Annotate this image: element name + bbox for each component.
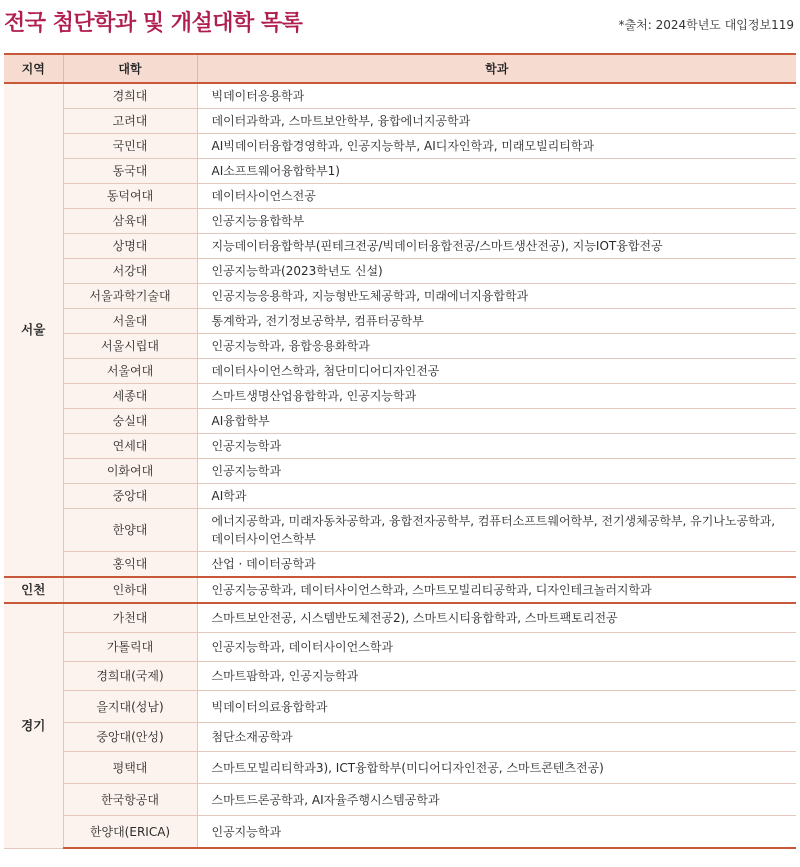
department-cell: 인공지능응용학과, 지능형반도체공학과, 미래에너지융합학과 [197,284,796,309]
university-cell: 동국대 [63,159,197,184]
department-cell: 에너지공학과, 미래자동차공학과, 융합전자공학부, 컴퓨터소프트웨어학부, 전기생체공학부, 유기나노공학과, 데이터사이언스학부 [197,509,796,552]
table-row [4,434,796,459]
department-cell: AI빅데이터융합경영학과, 인공지능학부, AI디자인학과, 미래모빌리티학과 [197,134,796,159]
university-cell: 홍익대 [63,552,197,578]
region-cell: 경기 [4,603,63,848]
department-cell: 인공지능학과, 데이터사이언스학과 [197,633,796,662]
university-cell: 숭실대 [63,409,197,434]
region-cell: 서울 [4,83,63,577]
department-cell: AI소프트웨어융합학부1) [197,159,796,184]
table-row [4,723,796,752]
department-cell: 스마트생명산업융합학과, 인공지능학과 [197,384,796,409]
university-cell: 서울시립대 [63,334,197,359]
department-cell: 인공지능학과 [197,459,796,484]
table-row [4,359,796,384]
university-cell: 상명대 [63,234,197,259]
department-cell: 데이터사이언스전공 [197,184,796,209]
table-row [4,752,796,784]
department-cell: 데이터사이언스학과, 첨단미디어디자인전공 [197,359,796,384]
department-cell: AI학과 [197,484,796,509]
table-row [4,109,796,134]
table-row [4,509,796,552]
university-cell: 국민대 [63,134,197,159]
university-table [4,53,796,849]
table-row [4,159,796,184]
university-cell: 고려대 [63,109,197,134]
department-cell: 데이터과학과, 스마트보안학부, 융합에너지공학과 [197,109,796,134]
department-cell: 통계학과, 전기정보공학부, 컴퓨터공학부 [197,309,796,334]
department-cell: 스마트모빌리티학과3), ICT융합학부(미디어디자인전공, 스마트콘텐츠전공) [197,752,796,784]
university-cell: 인하대 [63,577,197,603]
university-cell: 동덕여대 [63,184,197,209]
department-cell: 첨단소재공학과 [197,723,796,752]
table-row [4,816,796,849]
department-cell: 지능데이터융합학부(핀테크전공/빅데이터융합전공/스마트생산전공), 지능IOT융합전공 [197,234,796,259]
university-cell: 이화여대 [63,459,197,484]
table-row [4,633,796,662]
table-header-row [4,54,796,83]
department-cell: 빅데이터응용학과 [197,83,796,109]
university-cell: 세종대 [63,384,197,409]
university-cell: 중앙대(안성) [63,723,197,752]
university-cell: 가천대 [63,603,197,633]
university-cell: 서울과학기술대 [63,284,197,309]
university-cell: 중앙대 [63,484,197,509]
table-row [4,209,796,234]
page-header [0,0,800,46]
table-row [4,552,796,578]
table-row [4,334,796,359]
table-row [4,134,796,159]
university-cell: 경희대(국제) [63,662,197,691]
table-row [4,577,796,603]
header-university: 대학 [63,54,197,83]
table-row [4,409,796,434]
source-note: *출처: 2024학년도 대입정보119 [618,18,794,32]
department-cell: 빅데이터의료융합학과 [197,691,796,723]
department-cell: 인공지능공학과, 데이터사이언스학과, 스마트모빌리티공학과, 디자인테크놀러지학과 [197,577,796,603]
university-cell: 삼육대 [63,209,197,234]
header-department: 학과 [197,54,796,83]
table-row [4,459,796,484]
university-cell: 한양대 [63,509,197,552]
table-row [4,184,796,209]
department-cell: 인공지능학과 [197,816,796,849]
department-cell: 인공지능융합학부 [197,209,796,234]
table-row [4,309,796,334]
department-cell: 인공지능학과, 융합응용화학과 [197,334,796,359]
table-row [4,259,796,284]
university-cell: 가톨릭대 [63,633,197,662]
university-cell: 연세대 [63,434,197,459]
table-row [4,784,796,816]
department-cell: 스마트팜학과, 인공지능학과 [197,662,796,691]
table-row [4,662,796,691]
table-row [4,284,796,309]
region-cell: 인천 [4,577,63,603]
department-cell: 스마트보안전공, 시스템반도체전공2), 스마트시티융합학과, 스마트팩토리전공 [197,603,796,633]
table-row [4,83,796,109]
university-cell: 서강대 [63,259,197,284]
department-cell: 인공지능학과(2023학년도 신설) [197,259,796,284]
header-region: 지역 [4,54,63,83]
table-row [4,234,796,259]
table-body [4,83,796,848]
university-cell: 평택대 [63,752,197,784]
university-cell: 서울여대 [63,359,197,384]
university-cell: 경희대 [63,83,197,109]
university-cell: 을지대(성남) [63,691,197,723]
table-row [4,691,796,723]
department-cell: AI융합학부 [197,409,796,434]
department-cell: 스마트드론공학과, AI자율주행시스템공학과 [197,784,796,816]
table-row [4,384,796,409]
department-cell: 산업 · 데이터공학과 [197,552,796,578]
university-cell: 한국항공대 [63,784,197,816]
university-cell: 한양대(ERICA) [63,816,197,849]
table-row [4,603,796,633]
table-row [4,484,796,509]
department-cell: 인공지능학과 [197,434,796,459]
page-title: 전국 첨단학과 및 개설대학 목록 [4,11,303,36]
university-cell: 서울대 [63,309,197,334]
